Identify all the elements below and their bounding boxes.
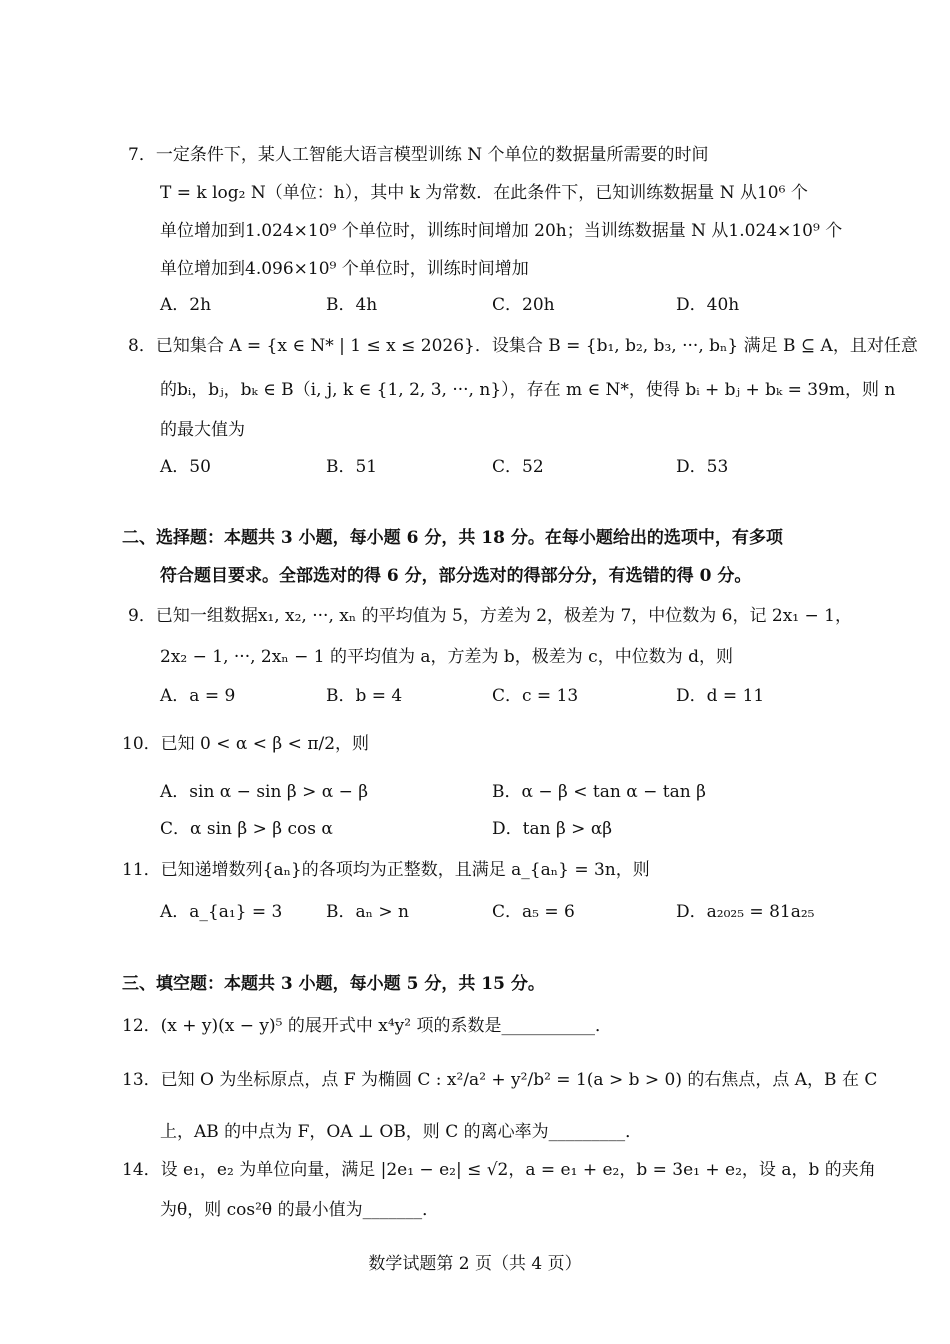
question-7-option-b: B．4h [326, 295, 378, 315]
question-8-option-b: B．51 [326, 457, 378, 477]
question-9-line-2: 2x₂ − 1, ···, 2xₙ − 1 的平均值为 a，方差为 b，极差为 c，中位数为 d，则 [160, 647, 733, 667]
question-7-option-c: C．20h [492, 295, 555, 315]
question-11-stem: 11．已知递增数列{aₙ}的各项均为正整数，且满足 a_{aₙ} = 3n，则 [122, 860, 650, 880]
question-9-line-1: 9．已知一组数据x₁, x₂, ···, xₙ 的平均值为 5，方差为 2，极差为 7，中位数为 6，记 2x₁ − 1， [128, 606, 852, 626]
question-8-option-a: A．50 [160, 457, 211, 477]
question-10-stem: 10．已知 0 < α < β < π/2，则 [122, 734, 370, 754]
section-2-instructions: 符合题目要求。全部选对的得 6 分，部分选对的得部分分，有选错的得 0 分。 [160, 566, 752, 586]
question-9-option-a: A．a = 9 [160, 686, 236, 706]
question-8-option-c: C．52 [492, 457, 544, 477]
section-2-heading: 二、选择题：本题共 3 小题，每小题 6 分，共 18 分。在每小题给出的选项中，有多项 [122, 528, 783, 548]
question-14-line-1: 14．设 e₁，e₂ 为单位向量，满足 |2e₁ − e₂| ≤ √2，a = e₁ + e₂，b = 3e₁ + e₂，设 a，b 的夹角 [122, 1160, 876, 1180]
question-8-line-1: 8．已知集合 A = {x ∈ N* | 1 ≤ x ≤ 2026}．设集合 B = {b₁, b₂, b₃, ···, bₙ} 满足 B ⊆ A，且对任意 [128, 336, 918, 356]
question-9-option-c: C．c = 13 [492, 686, 579, 706]
question-11-option-b: B．aₙ > n [326, 902, 409, 922]
question-8-line-2: 的bᵢ，bⱼ，bₖ ∈ B（i, j, k ∈ {1, 2, 3, ···, n}），存在 m ∈ N*，使得 bᵢ + bⱼ + bₖ = 39m，则 n [160, 380, 896, 400]
question-10-option-d: D．tan β > αβ [492, 819, 613, 839]
question-10-option-b: B．α − β < tan α − tan β [492, 782, 706, 802]
question-8-option-d: D．53 [676, 457, 729, 477]
question-13-line-1: 13．已知 O 为坐标原点，点 F 为椭圆 C : x²/a² + y²/b² = 1(a > b > 0) 的右焦点，点 A，B 在 C [122, 1070, 878, 1090]
page-footer: 数学试题第 2 页（共 4 页） [368, 1254, 582, 1274]
question-11-option-d: D．a₂₀₂₅ = 81a₂₅ [676, 902, 815, 922]
question-7-option-d: D．40h [676, 295, 740, 315]
section-3-heading: 三、填空题：本题共 3 小题，每小题 5 分，共 15 分。 [122, 974, 545, 994]
question-8-line-3: 的最大值为 [160, 420, 245, 440]
question-9-option-b: B．b = 4 [326, 686, 403, 706]
question-7-line-1: 7．一定条件下，某人工智能大语言模型训练 N 个单位的数据量所需要的时间 [128, 145, 709, 165]
question-10-option-a: A．sin α − sin β > α − β [160, 782, 369, 802]
question-11-option-a: A．a_{a₁} = 3 [160, 902, 283, 922]
question-7-line-3: 单位增加到1.024×10⁹ 个单位时，训练时间增加 20h；当训练数据量 N 从1.024×10⁹ 个 [160, 221, 843, 241]
question-7-line-4: 单位增加到4.096×10⁹ 个单位时，训练时间增加 [160, 259, 529, 279]
question-7-option-a: A．2h [160, 295, 212, 315]
question-10-option-c: C．α sin β > β cos α [160, 819, 333, 839]
question-14-line-2: 为θ，则 cos²θ 的最小值为_______． [160, 1200, 440, 1220]
question-7-line-2: T = k log₂ N（单位：h），其中 k 为常数．在此条件下，已知训练数据量 N 从10⁶ 个 [160, 183, 808, 203]
question-9-option-d: D．d = 11 [676, 686, 765, 706]
question-12: 12．(x + y)(x − y)⁵ 的展开式中 x⁴y² 项的系数是___________． [122, 1016, 612, 1036]
question-11-option-c: C．a₅ = 6 [492, 902, 575, 922]
question-13-line-2: 上，AB 的中点为 F，OA ⊥ OB，则 C 的离心率为_________． [160, 1122, 643, 1142]
